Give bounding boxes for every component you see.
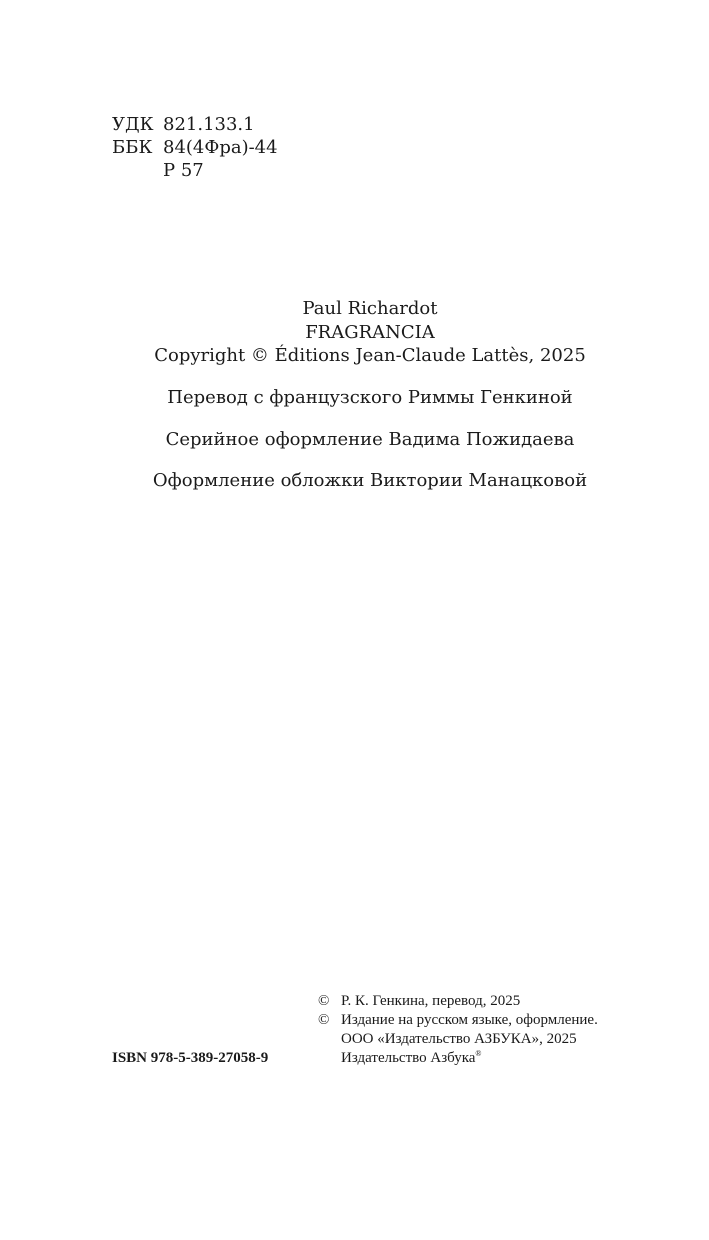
edition-copyright-row (318, 1011, 598, 1030)
bbk-row (112, 136, 278, 159)
original-title: FRAGRANCIA (305, 321, 435, 343)
registered-mark: ® (475, 1049, 482, 1058)
copyright-symbol: © (318, 1012, 330, 1028)
copyright-symbol: © (318, 993, 330, 1009)
copyright-notes (318, 992, 598, 1068)
bbk-value: 84(4Фра)-44 (163, 137, 278, 158)
original-title-block (0, 297, 709, 368)
original-copyright: Copyright © Éditions Jean-Claude Lattès, 2025 (154, 345, 586, 366)
cover-design-credit: Оформление обложки Виктории Манацковой (152, 470, 588, 491)
publisher-line: ООО «Издательство АЗБУКА», 2025 (341, 1031, 577, 1047)
author-mark-row (112, 159, 278, 182)
udk-label: УДК (112, 114, 154, 135)
author-mark: Р 57 (163, 160, 204, 181)
classification-block (112, 113, 278, 182)
udk-row (112, 113, 278, 136)
translator-credit: Перевод с французского Риммы Генкиной (167, 387, 573, 408)
imprint-line-row (318, 1049, 598, 1068)
original-author: Paul Richardot (302, 298, 438, 319)
isbn: ISBN 978-5-389-27058-9 (112, 1050, 269, 1066)
translation-copyright: Р. К. Генкина, перевод, 2025 (341, 993, 521, 1009)
udk-value: 821.133.1 (163, 114, 255, 135)
bbk-label: ББК (112, 137, 153, 158)
imprint-line: Издательство Азбука (341, 1050, 476, 1066)
series-design-credit: Серийное оформление Вадима Пожидаева (165, 429, 575, 450)
edition-copyright: Издание на русском языке, оформление. (341, 1012, 598, 1028)
translation-copyright-row (318, 992, 598, 1011)
